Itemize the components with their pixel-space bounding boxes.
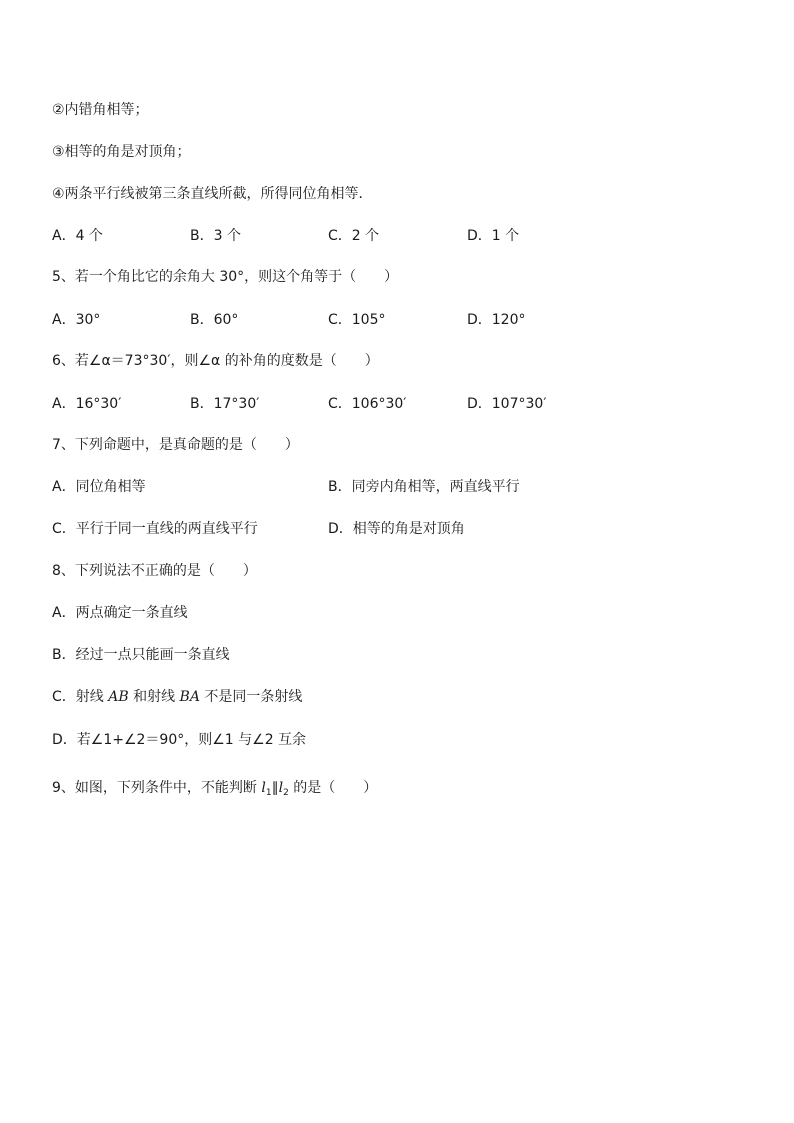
option-d: D．相等的角是对顶角 <box>328 521 465 537</box>
stem-suffix: 的是（ ） <box>288 780 378 796</box>
parallel-symbol: ∥ <box>271 780 279 796</box>
option-b: B．17°30′ <box>190 396 260 412</box>
line-l2-letter: l <box>278 780 284 796</box>
question-9-stem <box>52 778 377 803</box>
ray-ba-label: BA <box>179 689 200 705</box>
option-b: B．经过一点只能画一条直线 <box>52 647 230 663</box>
option-a: A．4 个 <box>52 228 103 244</box>
option-c: C．2 个 <box>328 228 380 244</box>
option-c: C．平行于同一直线的两直线平行 <box>52 521 258 537</box>
option-a: A．30° <box>52 312 101 328</box>
option-d: D．1 个 <box>467 228 520 244</box>
question-8-stem: 8、下列说法不正确的是（ ） <box>52 563 257 579</box>
subscript-2: 2 <box>283 788 289 798</box>
ray-ab-label: AB <box>108 689 129 705</box>
option-b: B．3 个 <box>190 228 241 244</box>
option-c-suffix: 不是同一条射线 <box>199 689 303 705</box>
option-a: A．同位角相等 <box>52 479 146 495</box>
question-7-stem: 7、下列命题中，是真命题的是（ ） <box>52 437 299 453</box>
option-d: D．若∠1+∠2＝90°，则∠1 与∠2 互余 <box>52 732 307 748</box>
option-c-prefix: C．射线 <box>52 689 109 705</box>
question-6-stem: 6、若∠α＝73°30′，则∠α 的补角的度数是（ ） <box>52 353 379 369</box>
option-c <box>52 687 302 707</box>
option-c: C．105° <box>328 312 386 328</box>
option-c-mid: 和射线 <box>128 689 180 705</box>
stem-prefix: 9、如图，下列条件中，不能判断 <box>52 780 262 796</box>
statement-4: ④两条平行线被第三条直线所截，所得同位角相等． <box>52 186 373 202</box>
statement-3: ③相等的角是对顶角； <box>52 144 191 160</box>
line-l1-letter: l <box>261 780 266 796</box>
question-5-stem: 5、若一个角比它的余角大 30°，则这个角等于（ ） <box>52 269 399 285</box>
statement-2: ②内错角相等； <box>52 102 149 118</box>
option-d: D．107°30′ <box>467 396 547 412</box>
option-b: B．60° <box>190 312 239 328</box>
subscript-1: 1 <box>265 788 272 798</box>
option-b: B．同旁内角相等，两直线平行 <box>328 479 520 495</box>
option-a: A．两点确定一条直线 <box>52 605 188 621</box>
option-c: C．106°30′ <box>328 396 407 412</box>
option-a: A．16°30′ <box>52 396 122 412</box>
option-d: D．120° <box>467 312 526 328</box>
